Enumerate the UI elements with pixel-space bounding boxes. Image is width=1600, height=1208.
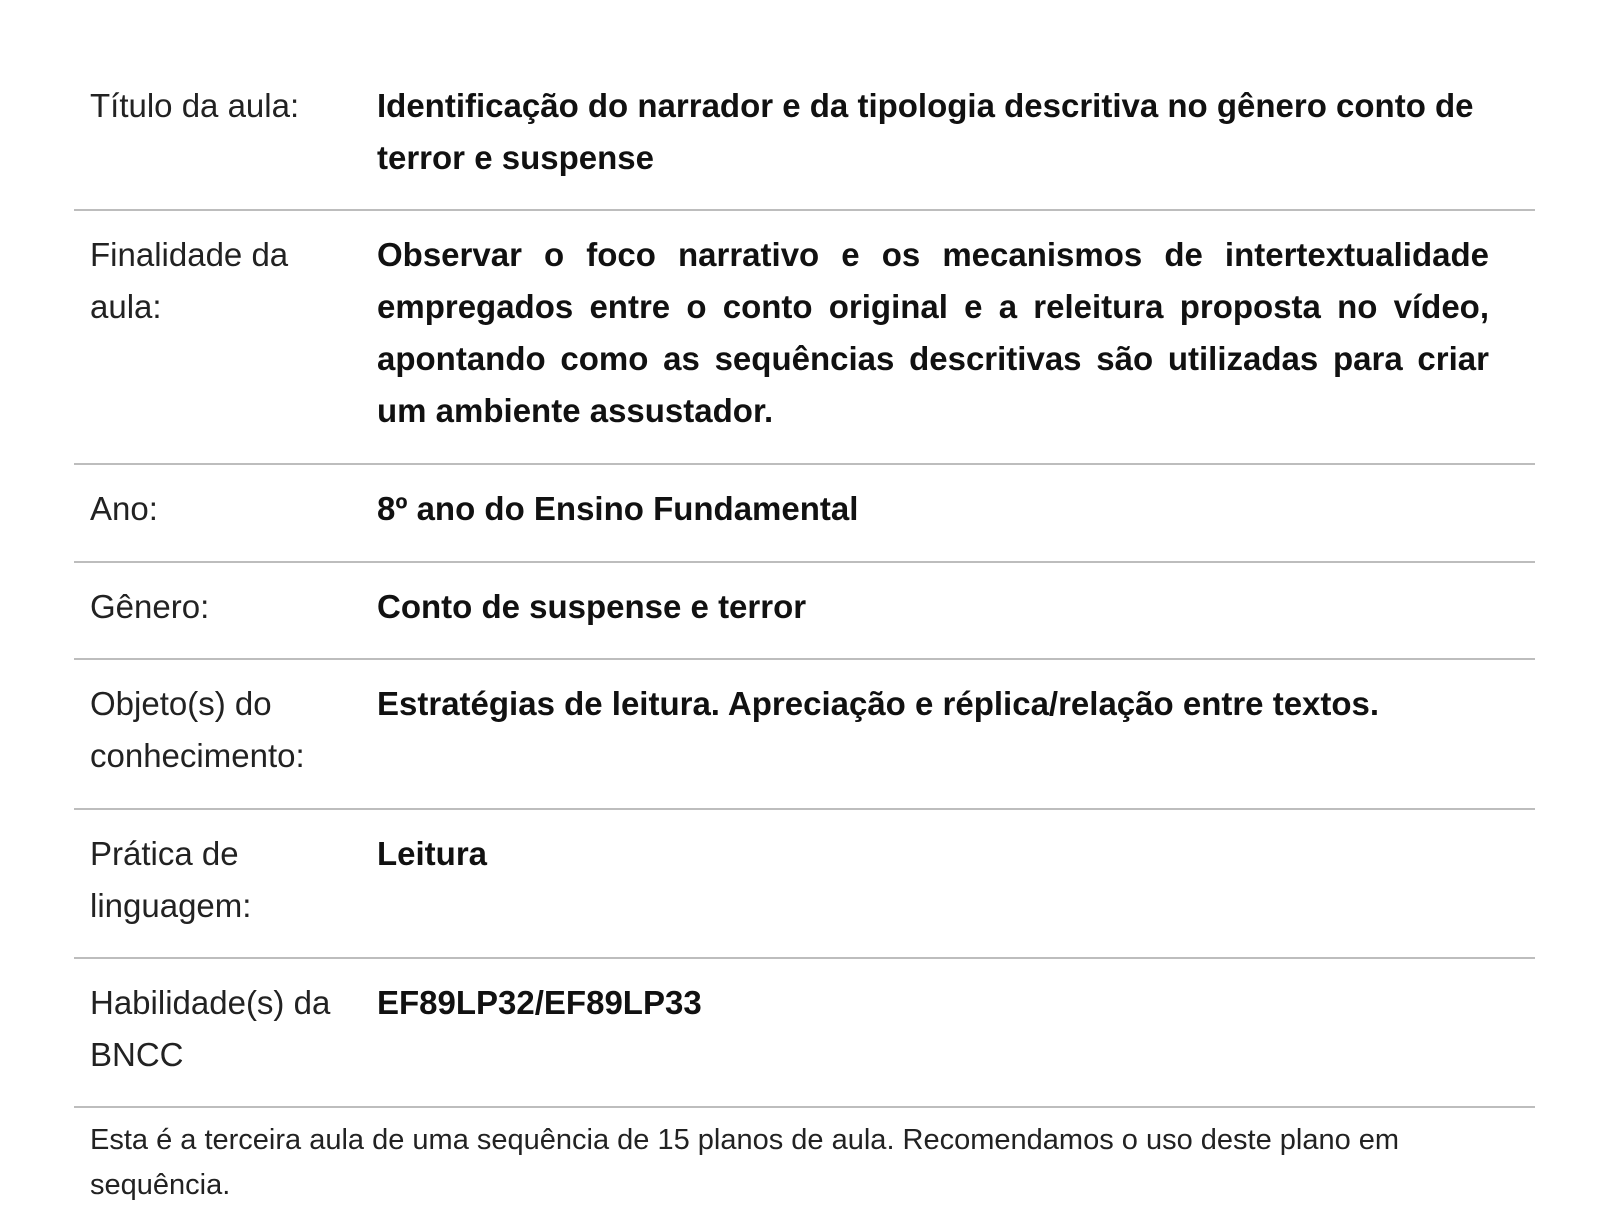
row-value: Observar o foco narrativo e os mecanismos de intertextualidade empregados entre o conto original e a releitura proposta no vídeo, apontando como as sequências descritivas são utilizadas para criar um ambiente assustador. [377, 236, 1489, 429]
row-label: Título da aula: [90, 87, 300, 124]
row-label: Habilidade(s) da BNCC [90, 984, 331, 1073]
row-genero [74, 563, 1535, 660]
row-value: Leitura [377, 835, 488, 872]
sequence-note: Esta é a terceira aula de uma sequência de 15 planos de aula. Recomendamos o uso deste plano em sequência. [90, 1124, 1400, 1201]
row-titulo [74, 62, 1535, 211]
row-value: Estratégias de leitura. Apreciação e réplica/relação entre textos. [377, 685, 1380, 722]
row-label: Ano: [90, 490, 158, 527]
row-finalidade [74, 211, 1535, 465]
row-label: Prática de linguagem: [90, 835, 252, 924]
row-pratica [74, 810, 1535, 959]
row-ano [74, 465, 1535, 563]
row-habilidade [74, 959, 1535, 1108]
lesson-info-table [74, 62, 1535, 1108]
row-objeto [74, 660, 1535, 810]
row-value: Identificação do narrador e da tipologia descritiva no gênero conto de terror e suspense [377, 87, 1474, 176]
row-value: Conto de suspense e terror [377, 588, 807, 625]
row-label: Objeto(s) do conhecimento: [90, 685, 305, 774]
row-label: Gênero: [90, 588, 210, 625]
row-label: Finalidade da aula: [90, 236, 289, 325]
row-value: 8º ano do Ensino Fundamental [377, 490, 859, 527]
row-value: EF89LP32/EF89LP33 [377, 984, 702, 1021]
